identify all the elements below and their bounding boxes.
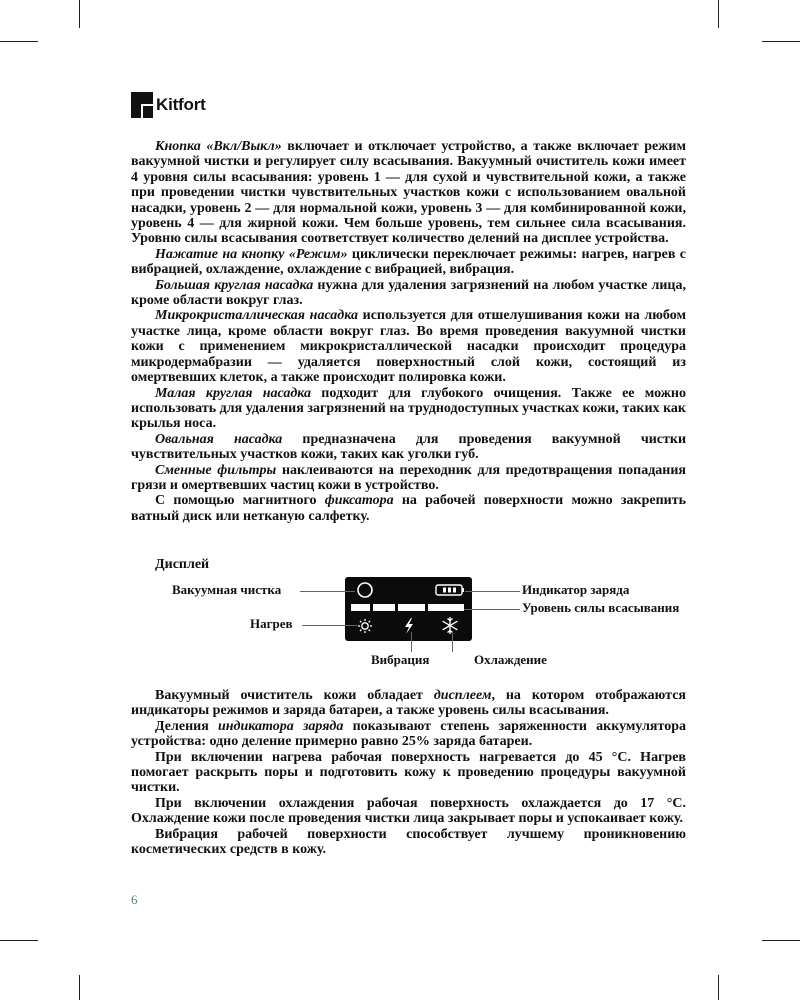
battery-icon bbox=[436, 585, 464, 595]
label-cooling: Охлаждение bbox=[474, 652, 547, 667]
callout-line bbox=[452, 632, 453, 652]
crop-mark bbox=[0, 940, 38, 941]
paragraph: Вибрация рабочей поверхности способствует лучшему проникновению косметических средств в кожу. bbox=[131, 826, 686, 858]
label-heating: Нагрев bbox=[250, 616, 293, 631]
crop-mark bbox=[762, 41, 800, 42]
label-suction: Уровень силы всасывания bbox=[522, 600, 680, 615]
paragraph: Овальная насадка предназначена для проведения вакуумной чистки чувствительных участков кожи, таких как уголки губ. bbox=[131, 431, 687, 463]
callout-line bbox=[302, 625, 357, 626]
paragraph: Сменные фильтры наклеиваются на переходник для предотвращения попадания грязи и омертвевших частиц кожи в устройство. bbox=[131, 462, 687, 493]
paragraph: С помощью магнитного фиксатора на рабочей поверхности можно закрепить ватный диск или нетканую салфетку. bbox=[131, 493, 686, 524]
paragraph: Деления индикатора заряда показывают степень заряженности аккумулятора устройства: одно деление примерно равно 25% заряда батареи. bbox=[131, 718, 686, 750]
label-vacuum: Вакуумная чистка bbox=[172, 582, 282, 597]
callout-line bbox=[300, 591, 355, 592]
brand-name: Kitfort bbox=[156, 95, 206, 114]
description-text bbox=[131, 139, 686, 524]
paragraph: Вакуумный очиститель кожи обладает дисплеем, на котором отображаются индикаторы режимов и заряда батареи, а также уровень силы всасывания. bbox=[131, 688, 687, 719]
kitfort-logo-icon bbox=[131, 92, 153, 118]
callout-line bbox=[465, 591, 520, 592]
callout-line bbox=[411, 632, 412, 652]
sun-icon bbox=[358, 619, 372, 633]
paragraph: Нажатие на кнопку «Режим» циклически переключает режимы: нагрев, нагрев с вибрацией, охлаждение, охлаждение с вибрацией, вибрация. bbox=[131, 246, 686, 278]
paragraph: Большая круглая насадка нужна для удаления загрязнений на любом участке лица, кроме области вокруг глаз. bbox=[131, 277, 686, 309]
brand-logo bbox=[131, 92, 206, 118]
paragraph: Микрокристаллическая насадка используется для отшелушивания кожи на любом участке лица, кроме области вокруг глаз. Во время проведения вакуумной чистки кожи с применением микрокристаллической насадки происходит процедура микродермабразии — удаляется поверхностный слой кожи, состоящий из омертвевших клеток, а также происходит полировка кожи. bbox=[131, 308, 686, 386]
suction-level-bar bbox=[351, 604, 464, 611]
page-number: 6 bbox=[131, 892, 138, 907]
crop-mark bbox=[0, 41, 38, 42]
crop-mark bbox=[79, 975, 80, 1000]
crop-mark bbox=[718, 975, 719, 1000]
crop-mark bbox=[79, 0, 80, 28]
crop-mark bbox=[718, 0, 719, 28]
label-charge: Индикатор заряда bbox=[522, 582, 630, 597]
crop-mark bbox=[762, 940, 800, 941]
paragraph: При включении нагрева рабочая поверхность нагревается до 45 °C. Нагрев помогает раскрыть поры и подготовить кожу к проведению процедуры вакуумной чистки. bbox=[131, 749, 686, 796]
display-description-text bbox=[131, 688, 686, 857]
vacuum-circle-icon bbox=[358, 583, 372, 597]
label-vibration: Вибрация bbox=[371, 652, 430, 667]
section-title: Дисплей bbox=[155, 557, 210, 572]
snowflake-icon bbox=[443, 617, 458, 634]
callout-line bbox=[464, 609, 520, 610]
paragraph: При включении охлаждения рабочая поверхность охлаждается до 17 °C. Охлаждение кожи после проведения чистки лица закрывает поры и успокаивает кожу. bbox=[131, 795, 686, 827]
paragraph: Малая круглая насадка подходит для глубокого очищения. Также ее можно использовать для удаления загрязнений на труднодоступных участках кожи, таких как крылья носа. bbox=[131, 385, 687, 432]
paragraph: Кнопка «Вкл/Выкл» включает и отключает устройство, а также включает режим вакуумной чистки и регулирует силу всасывания. Вакуумный очиститель кожи имеет 4 уровня силы всасывания: уровень 1 — для сухой и чувствительной кожи, а также при проведении чистки чувствительных участков кожи с использованием овальной насадки, уровень 2 — для нормальной кожи, уровень 3 — для комбинированной кожи, уровень 4 — для жирной кожи. Чем больше уровень, тем сильнее сила всасывания. Уровню силы всасывания соответствует количество делений на дисплее устройства. bbox=[131, 139, 686, 247]
